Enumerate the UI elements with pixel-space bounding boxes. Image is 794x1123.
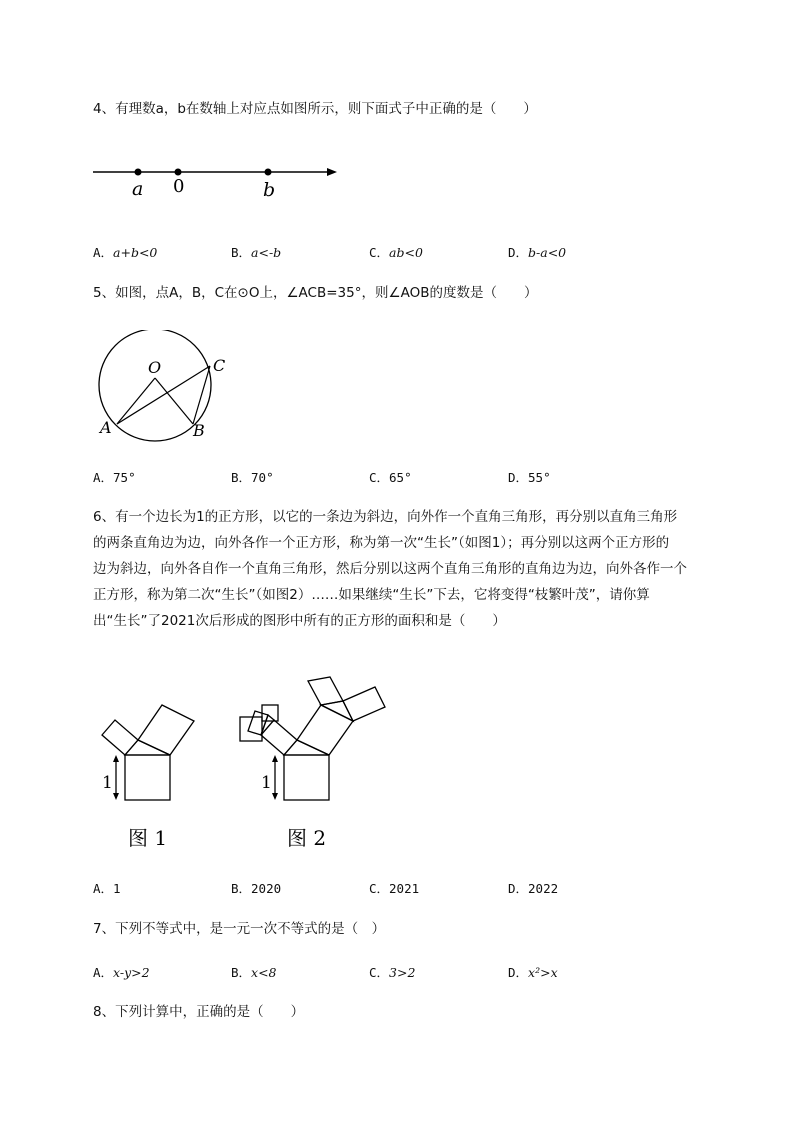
q6-line: 的两条直角边为边，向外各作一个正方形，称为第一次“生长”（如图1）；再分别以这两个正方形的 bbox=[93, 535, 670, 551]
right-square bbox=[297, 705, 353, 755]
caption-figure-1: 图 1 bbox=[128, 826, 168, 850]
caption-figure-2: 图 2 bbox=[287, 826, 327, 850]
q6-line: 边为斜边，向外各自作一个直角三角形，然后分别以这两个直角三角形的直角边为边，向外各作一个 bbox=[93, 561, 687, 577]
q4-option-a: A．a+b<0 bbox=[93, 245, 158, 260]
q5-option-d: D．55° bbox=[508, 470, 551, 485]
label-b: B bbox=[193, 421, 205, 440]
side-label: 1 bbox=[102, 773, 113, 793]
q5-stem: 5、如图，点A，B，C在⊙O上，∠ACB=35°，则∠AOB的度数是（ ） bbox=[93, 285, 538, 301]
arrow-icon bbox=[327, 168, 337, 176]
q6-line: 正方形，称为第二次“生长”（如图2）……如果继续“生长”下去，它将变得“枝繁叶茂”，请你算 bbox=[93, 587, 650, 603]
left-square bbox=[261, 720, 297, 755]
tiny-square-1 bbox=[248, 711, 268, 735]
q6-stem bbox=[93, 504, 753, 634]
base-square bbox=[125, 755, 170, 800]
figure-1 bbox=[102, 705, 194, 850]
label-zero: 0 bbox=[173, 176, 185, 197]
q7-option-b: B．x<8 bbox=[231, 965, 277, 980]
arrow-down-icon bbox=[113, 793, 119, 800]
arrow-up-icon bbox=[272, 755, 278, 762]
segment-oa bbox=[117, 378, 155, 424]
q6-option-c: C．2021 bbox=[369, 881, 420, 896]
q6-option-b: B．2020 bbox=[231, 881, 282, 896]
q7-stem: 7、下列不等式中，是一元一次不等式的是（ ） bbox=[93, 921, 386, 937]
label-a: a bbox=[132, 178, 144, 200]
q4-option-b: B．a<-b bbox=[231, 245, 282, 260]
q5-option-b: B．70° bbox=[231, 470, 274, 485]
q6-growth-figures bbox=[90, 655, 400, 855]
q5-option-c: C．65° bbox=[369, 470, 412, 485]
q4-stem: 4、有理数a，b在数轴上对应点如图所示，则下面式子中正确的是（ ） bbox=[93, 101, 537, 117]
label-o: O bbox=[148, 358, 162, 377]
q4-option-d: D．b-a<0 bbox=[508, 245, 567, 260]
q4-option-c: C．ab<0 bbox=[369, 245, 423, 260]
q6-option-a: A．1 bbox=[93, 881, 121, 896]
label-c: C bbox=[213, 356, 226, 375]
arrow-down-icon bbox=[272, 793, 278, 800]
q6-option-d: D．2022 bbox=[508, 881, 559, 896]
point-b bbox=[265, 169, 272, 176]
side-label: 1 bbox=[261, 773, 272, 793]
q8-stem: 8、下列计算中，正确的是（ ） bbox=[93, 1004, 305, 1020]
q5-option-a: A．75° bbox=[93, 470, 136, 485]
q7-option-c: C．3>2 bbox=[369, 965, 416, 980]
point-zero bbox=[175, 169, 182, 176]
small-square-2 bbox=[343, 687, 385, 721]
left-square bbox=[102, 720, 138, 755]
q7-option-d: D．x²>x bbox=[508, 965, 558, 980]
label-a: A bbox=[100, 418, 112, 437]
base-square bbox=[284, 755, 329, 800]
figure-2 bbox=[240, 677, 385, 850]
tiny-square-3 bbox=[262, 705, 278, 721]
label-b: b bbox=[263, 179, 276, 201]
small-square-1 bbox=[308, 677, 343, 705]
q6-line: 6、有一个边长为1的正方形，以它的一条边为斜边，向外作一个直角三角形，再分别以直角三角形 bbox=[93, 509, 678, 525]
q6-line: 出“生长”了2021次后形成的图形中所有的正方形的面积和是（ ） bbox=[93, 613, 506, 629]
segment-ob bbox=[155, 378, 193, 424]
arrow-up-icon bbox=[113, 755, 119, 762]
q5-circle-figure bbox=[90, 330, 240, 445]
point-a bbox=[135, 169, 142, 176]
right-square bbox=[138, 705, 194, 755]
q7-option-a: A．x-y>2 bbox=[93, 965, 150, 980]
q4-number-line-figure bbox=[90, 155, 350, 205]
